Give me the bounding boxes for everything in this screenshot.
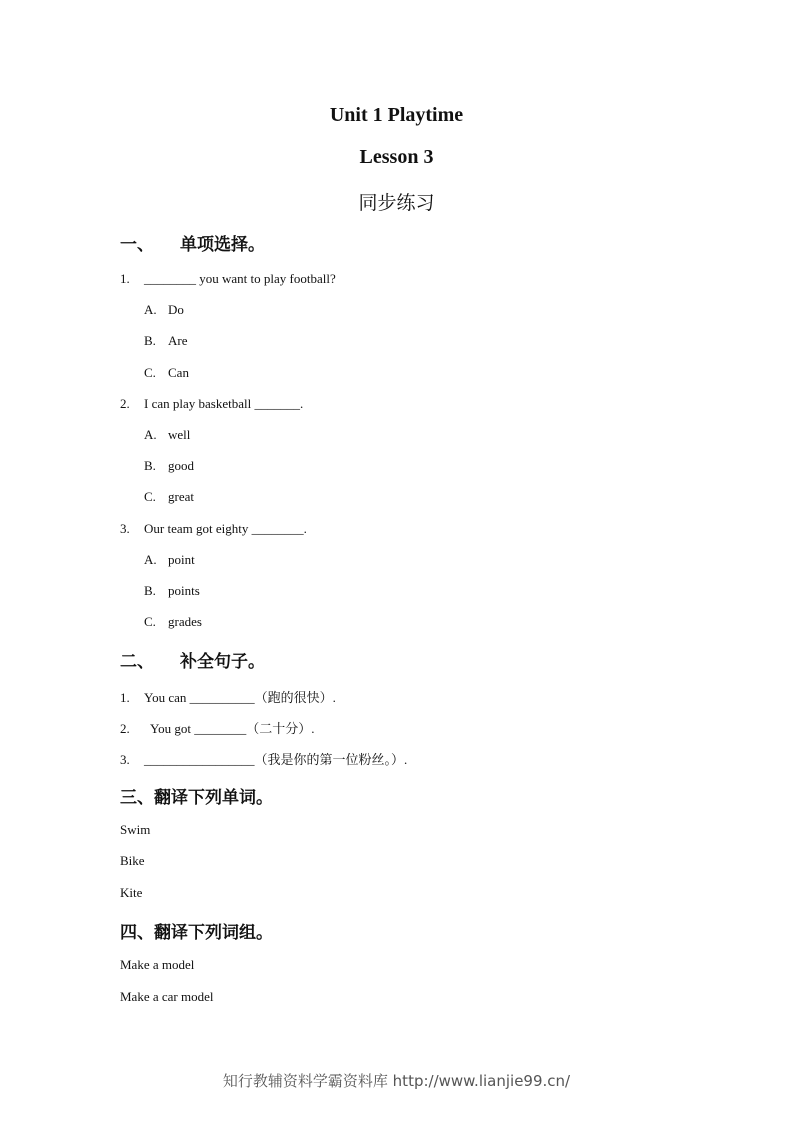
- option-letter: A.: [144, 302, 157, 317]
- document-title: Unit 1 Playtime: [329, 104, 464, 126]
- item-number: 1.: [120, 690, 130, 705]
- option: [144, 552, 195, 568]
- question-text: I can play basketball _______.: [144, 396, 304, 411]
- item-number: 2.: [120, 721, 130, 736]
- option-letter: C.: [144, 365, 156, 380]
- option-letter: A.: [144, 427, 157, 442]
- section-number: 一、: [120, 235, 154, 255]
- option: [144, 302, 184, 318]
- section-number: 二、: [120, 652, 154, 672]
- word-item: Kite: [120, 885, 143, 900]
- footer-watermark: 知行教辅资料学霸资料库 http://www.lianjie99.cn/: [222, 1072, 571, 1090]
- option: [144, 583, 200, 599]
- question-1: [120, 271, 336, 287]
- option-text: great: [168, 489, 194, 504]
- section-heading-translate-phrases: 四、翻译下列词组。: [120, 923, 273, 943]
- sentence-item-3: [120, 749, 407, 768]
- section-title: 单项选择。: [180, 235, 265, 255]
- question-number: 3.: [120, 521, 130, 536]
- option: [144, 365, 189, 381]
- option: [144, 489, 194, 505]
- lesson-title: Lesson 3: [359, 146, 434, 168]
- question-2: [120, 396, 303, 412]
- item-text: You can __________（跑的很快）.: [144, 690, 336, 705]
- section-heading-multiple-choice: [120, 230, 265, 255]
- item-number: 3.: [120, 752, 130, 767]
- option-text: well: [168, 427, 191, 442]
- sentence-item-1: [120, 687, 336, 706]
- option-text: grades: [168, 614, 202, 629]
- option: [144, 333, 188, 349]
- document-subtitle: 同步练习: [358, 192, 435, 214]
- option-text: point: [168, 552, 195, 567]
- item-text: You got ________（二十分）.: [150, 721, 315, 736]
- option-text: Can: [168, 365, 189, 380]
- option: [144, 458, 194, 474]
- option-text: Do: [168, 302, 184, 317]
- option-letter: B.: [144, 333, 156, 348]
- phrase-item: Make a car model: [120, 989, 214, 1004]
- phrase-item: Make a model: [120, 957, 195, 972]
- word-item: Bike: [120, 853, 145, 868]
- option: [144, 614, 202, 630]
- option-text: good: [168, 458, 194, 473]
- question-3: [120, 521, 307, 537]
- option-letter: C.: [144, 614, 156, 629]
- option-letter: C.: [144, 489, 156, 504]
- section-title: 补全句子。: [180, 652, 265, 672]
- word-item: Swim: [120, 822, 151, 837]
- item-text: _________________（我是你的第一位粉丝。）.: [144, 752, 408, 767]
- section-heading-complete-sentences: [120, 647, 265, 672]
- option-letter: A.: [144, 552, 157, 567]
- question-number: 2.: [120, 396, 130, 411]
- sentence-item-2: [120, 718, 314, 737]
- option-text: points: [168, 583, 200, 598]
- section-heading-translate-words: 三、翻译下列单词。: [120, 788, 273, 808]
- question-number: 1.: [120, 271, 130, 286]
- option-letter: B.: [144, 458, 156, 473]
- option-letter: B.: [144, 583, 156, 598]
- question-text: ________ you want to play football?: [144, 271, 336, 286]
- option: [144, 427, 190, 443]
- question-text: Our team got eighty ________.: [144, 521, 307, 536]
- option-text: Are: [168, 333, 188, 348]
